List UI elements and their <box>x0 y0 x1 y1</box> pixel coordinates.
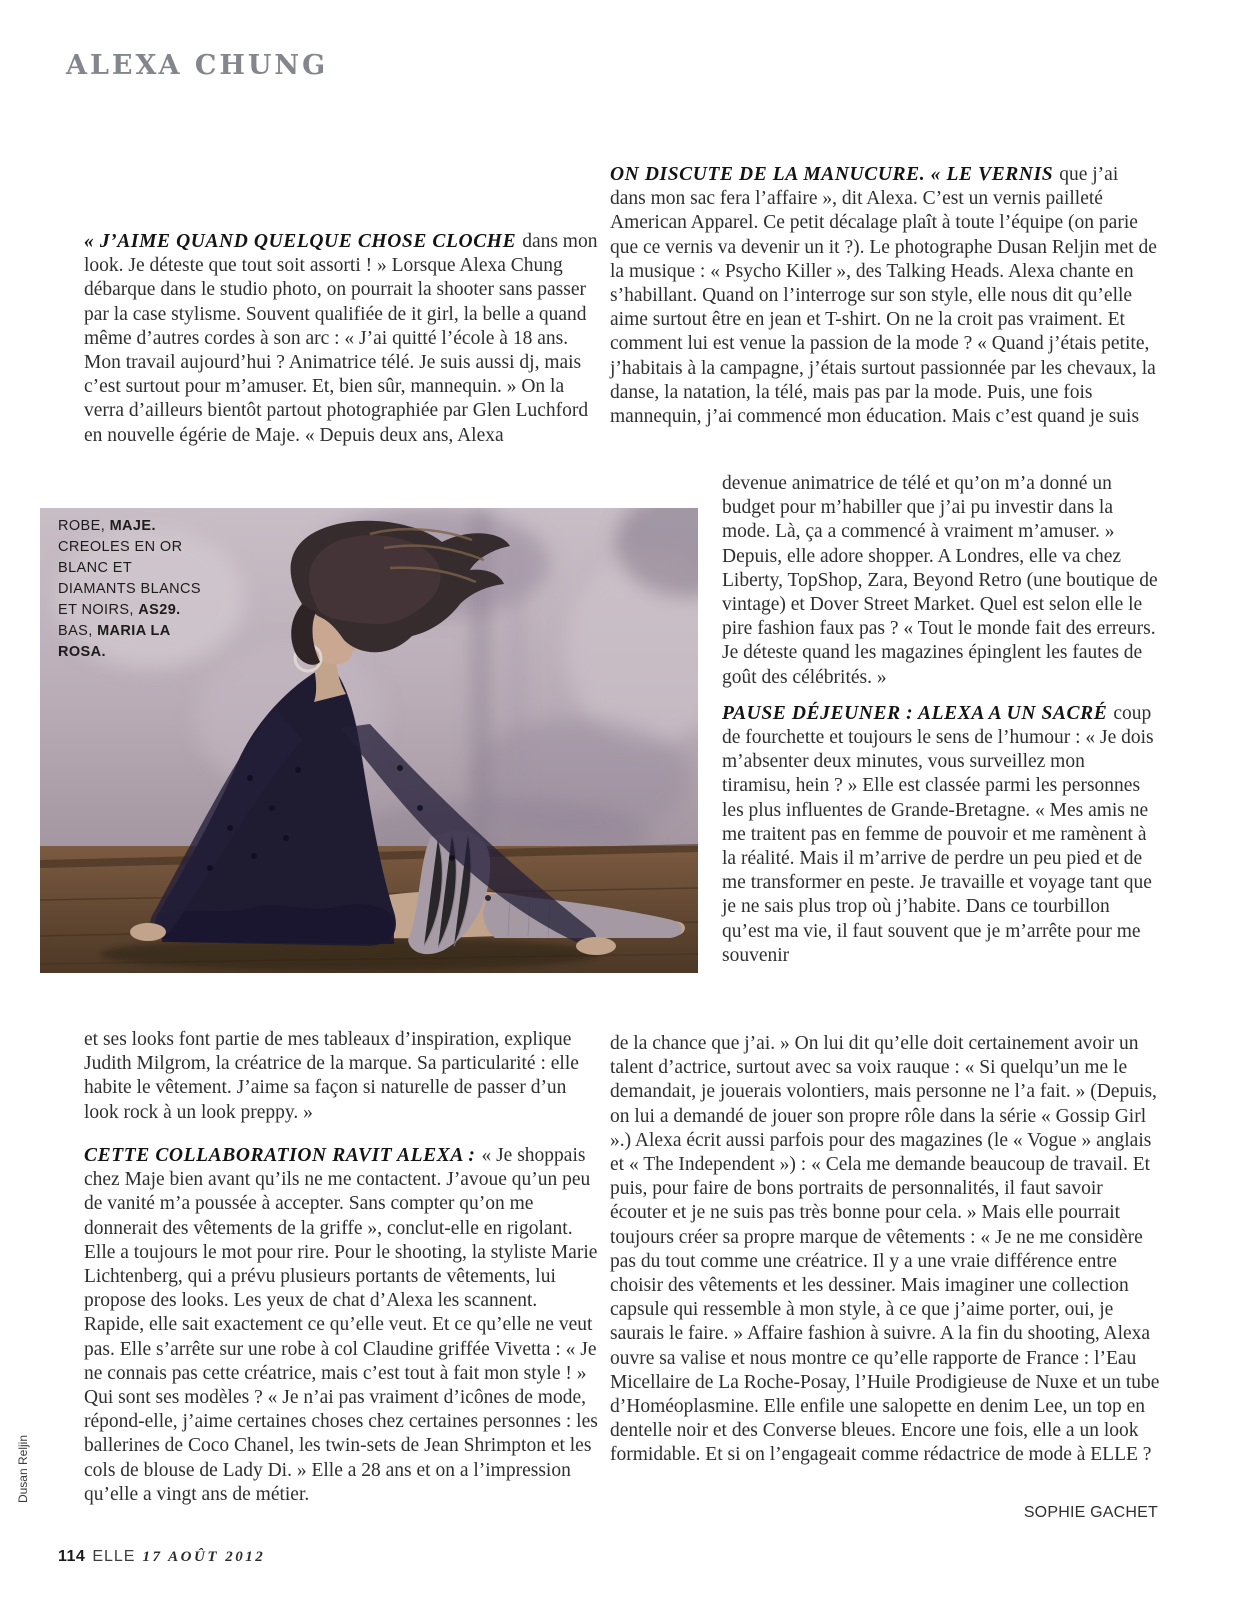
right-column-block-3 <box>610 1032 1162 1468</box>
paragraph-text: devenue animatrice de télé et qu’on m’a donné un budget pour m’habiller que j’ai pu investir dans la mode. Là, ça a commencé à vraiment m’amuser. » Depuis, elle adore shopper. A Londres, elle va chez Liberty, TopShop, Zara, Beyond Retro (une boutique de vintage) et Dover Street Market. Quel est selon elle le pire fashion faux pas ? « Tout le monde fait des erreurs. Je déteste quand les magazines épinglent les fautes de goût des célébrités. » <box>722 473 1158 688</box>
author-byline: SOPHIE GACHET <box>1023 1504 1158 1521</box>
photographer-credit: Dusan Reljin <box>16 1434 30 1504</box>
page-number: 114 <box>58 1548 86 1565</box>
paragraph-text: « Je shoppais chez Maje bien avant qu’ils ne me contactent. J’avoue qu’un peu de vanité m’a poussée à accepter. Sans compter qu’on me donnerait des vêtements de la griffe », conclut-elle en rigolant. Elle a toujours le mot pour rire. Pour le shooting, la styliste Marie Lichtenberg, qui a prévu plusieurs portants de vêtements, lui propose des looks. Les yeux de chat d’Alexa les scannent. Rapide, elle sait exactement ce qu’elle veut. Et ce qu’elle ne veut pas. Elle s’arrête sur une robe à col Claudine griffée Vivetta : « Je ne connais pas cette créatrice, mais c’est tout à fait mon style ! » Qui sont ses modèles ? « Je n’ai pas vraiment d’icônes de mode, répond-elle, j’aime certaines choses chez certaines personnes : les ballerines de Coco Chanel, les twin-sets de Jean Shrimpton et les cols de blouse de Lady Di. » Elle a 28 ans et on a l’impression qu’elle a vingt ans de métier. <box>84 1145 598 1505</box>
left-column-paragraph-2 <box>84 1028 598 1125</box>
caption-text: ROBE, <box>58 518 110 534</box>
lede-cette-collaboration: CETTE COLLABORATION RAVIT ALEXA : <box>84 1145 476 1166</box>
issue-date: 17 AOÛT 2012 <box>142 1549 266 1565</box>
lede-jaime-quand: « J’AIME QUAND QUELQUE CHOSE CLOCHE <box>84 231 517 252</box>
caption-text: CREOLES EN OR BLANC ET DIAMANTS BLANCS ET NOIRS, <box>58 539 201 618</box>
paragraph <box>722 702 1158 968</box>
paragraph <box>610 163 1158 429</box>
paragraph-text: que j’ai dans mon sac fera l’affaire », dit Alexa. C’est un vernis pailleté American Apparel. Ce petit décalage plaît à toute l’équipe (on parie que ce vernis va devenir un it ?). Le photographe Dusan Reljin met de la musique : « Psycho Killer », des Talking Heads. Alexa chante en s’habillant. Quand on l’interroge sur son style, elle nous dit qu’elle aime surtout être en jean et T-shirt. On ne la croit pas vraiment. Et comment lui est venue la passion de la mode ? « Quand j’étais petite, j’habitais à la campagne, j’étais surtout passionnée par les chevaux, la danse, la natation, la télé, mais pas par la mode. Puis, une fois mannequin, j’ai commencé mon éducation. Mais c’est quand je suis <box>610 164 1157 428</box>
right-column-block-1 <box>610 163 1158 429</box>
left-column-paragraph-3 <box>84 1144 600 1507</box>
photo <box>40 508 698 973</box>
caption-text: BAS, <box>58 623 98 639</box>
paragraph-text: coup de fourchette et toujours le sens de l’humour : « Je dois m’absenter deux minutes, vous surveillez mon tiramisu, hein ? » Elle est classée parmi les personnes les plus influentes de Grande-Bretagne. « Mes amis ne me traitent pas en femme de pouvoir et me ramènent à la réalité. Mais il m’arrive de perdre un peu pied et de me transformer en peste. Je travaille et voyage tant que je ne sais plus trop où j’habite. Dans ce tourbillon qu’est ma vie, il faut souvent que je m’arrête pour me souvenir <box>722 702 1154 966</box>
right-column-block-2 <box>722 472 1158 968</box>
page-title: ALEXA CHUNG <box>66 50 329 81</box>
paragraph <box>84 230 598 448</box>
paragraph-text: de la chance que j’ai. » On lui dit qu’elle doit certainement avoir un talent d’actrice, surtout avec sa voix rauque : « Si quelqu’un me le demandait, je jouerais volontiers, mais personne ne l’a fait. » (Depuis, on lui a demandé de jouer son propre rôle dans la série « Gossip Girl ».) Alexa écrit aussi parfois pour des magazines (le « Vogue » anglais et « The Independent ») : « Cela me demande beaucoup de travail. Et puis, pour faire de bons portraits de personnalités, il faut savoir écouter et je ne suis pas très bonne pour cela. » Mais elle pourrait toujours créer sa propre marque de vêtements : « Je ne me considère pas du tout comme une créatrice. Il y a une vraie différence entre choisir des vêtements et les dessiner. Mais imaginer une collection capsule qui ressemble à mon style, à ce que j’aime porter, oui, je saurais le faire. » Affaire fashion à suivre. A la fin du shooting, Alexa ouvre sa valise et nous montre ce qu’elle rapporte de France : l’Eau Micellaire de La Roche-Posay, l’Huile Prodigieuse de Nuxe et un tube d’Homéoplasmine. Elle enfile une salopette en denim Lee, un top en dentelle noir et des Converse bleues. Encore une fois, elle a un look formidable. Et si on l’engageait comme rédactrice de mode à ELLE ? <box>610 1033 1160 1466</box>
caption-brand-bold: MARIA LA ROSA. <box>58 623 171 660</box>
page-footer <box>58 1548 265 1566</box>
paragraph-text: et ses looks font partie de mes tableaux d’inspiration, explique Judith Milgrom, la créatrice de la marque. Sa particularité : elle habite le vêtement. J’aime sa façon si naturelle de passer d’un look rock à un look preppy. » <box>84 1029 579 1123</box>
caption-brand-bold: MAJE. <box>109 518 156 534</box>
caption-brand-bold: AS29. <box>138 602 181 618</box>
magazine-name: ELLE <box>92 1548 136 1565</box>
paragraph <box>84 1144 600 1507</box>
lede-pause-dejeuner: PAUSE DÉJEUNER : ALEXA A UN SACRÉ <box>722 702 1108 724</box>
photo-caption <box>58 516 210 663</box>
lede-on-discute: ON DISCUTE DE LA MANUCURE. « LE VERNIS <box>610 164 1054 185</box>
left-column-paragraph-1 <box>84 230 598 448</box>
paragraph-text: dans mon look. Je déteste que tout soit assorti ! » Lorsque Alexa Chung débarque dans le studio photo, on pourrait la shooter sans passer par la case stylisme. Souvent qualifiée de it girl, la belle a quand même d’autres cordes à son arc : « J’ai quitté l’école à 18 ans. Mon travail aujourd’hui ? Animatrice télé. Je suis aussi dj, mais c’est surtout pour m’amuser. Et, bien sûr, mannequin. » On la verra d’ailleurs bientôt partout photographiée par Glen Luchford en nouvelle égérie de Maje. « Depuis deux ans, Alexa <box>84 231 598 446</box>
